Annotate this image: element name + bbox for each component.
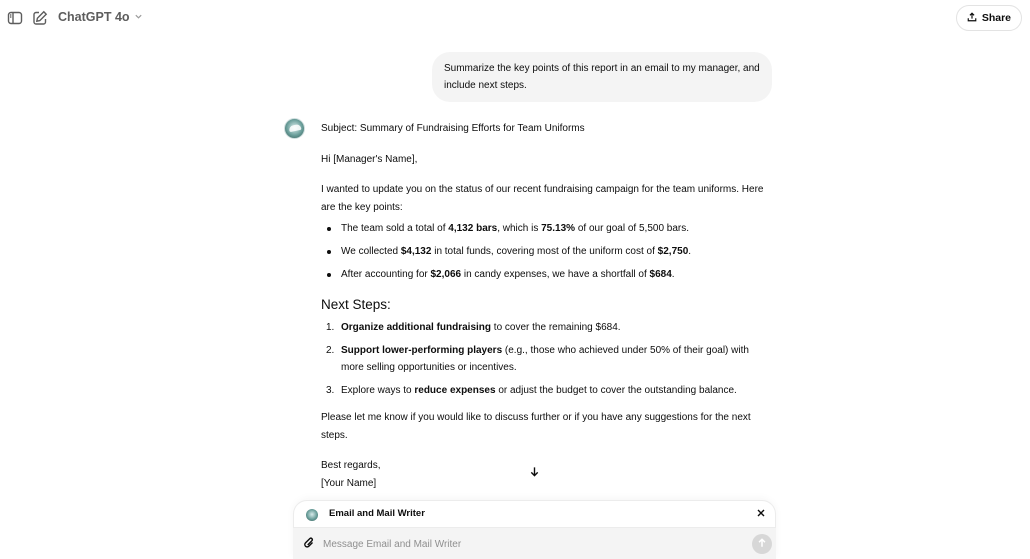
next-steps-heading: Next Steps: bbox=[321, 296, 391, 312]
send-button[interactable] bbox=[752, 534, 772, 554]
email-signoff: Best regards, bbox=[321, 460, 381, 471]
next-steps-list bbox=[321, 319, 769, 399]
assistant-reply bbox=[321, 120, 769, 492]
message-input[interactable] bbox=[323, 535, 743, 553]
user-message-bubble: Summarize the key points of this report in an email to my manager, and include next steps. bbox=[432, 52, 772, 102]
gpt-avatar bbox=[306, 509, 318, 521]
model-selector[interactable] bbox=[58, 10, 143, 24]
close-icon[interactable] bbox=[756, 507, 766, 521]
active-gpt-strip bbox=[293, 500, 776, 528]
email-closing-note: Please let me know if you would like to discuss further or if you have any suggestions for the next steps. bbox=[321, 412, 751, 441]
share-label: Share bbox=[981, 12, 1011, 24]
email-subject: Subject: Summary of Fundraising Efforts for Team Uniforms bbox=[321, 123, 585, 134]
key-points-list bbox=[321, 220, 769, 284]
email-intro: I wanted to update you on the status of our recent fundraising campaign for the team uniforms. Here are the key points: bbox=[321, 184, 764, 213]
message-composer bbox=[293, 500, 776, 559]
gpt-name: Email and Mail Writer bbox=[329, 508, 425, 519]
email-signature: [Your Name] bbox=[321, 477, 377, 489]
list-item: 3. Explore ways to reduce expenses or adjust the budget to cover the outstanding balance. bbox=[326, 384, 737, 396]
top-bar bbox=[0, 0, 1030, 36]
chevron-down-icon bbox=[134, 12, 143, 23]
arrow-up-icon bbox=[757, 538, 767, 551]
scroll-down-button[interactable] bbox=[522, 461, 546, 485]
model-name: ChatGPT 4o bbox=[58, 10, 130, 24]
share-icon bbox=[967, 12, 977, 25]
assistant-avatar bbox=[284, 118, 305, 139]
list-item: We collected $4,132 in total funds, covering most of the uniform cost of $2,750. bbox=[321, 243, 769, 261]
email-greeting: Hi [Manager's Name], bbox=[321, 153, 418, 165]
list-item: After accounting for $2,066 in candy expenses, we have a shortfall of $684. bbox=[321, 266, 769, 284]
sidebar-toggle-icon[interactable] bbox=[6, 9, 24, 27]
arrow-down-icon bbox=[529, 466, 540, 480]
list-item: 1. Organize additional fundraising to cover the remaining $684. bbox=[326, 322, 621, 333]
list-item: 2. Support lower-performing players (e.g., those who achieved under 50% of their goal) with more selling opportunities or incentives. bbox=[326, 344, 749, 373]
paperclip-icon[interactable] bbox=[303, 536, 315, 553]
new-chat-icon[interactable] bbox=[31, 9, 49, 27]
list-item: The team sold a total of 4,132 bars, which is 75.13% of our goal of 5,500 bars. bbox=[321, 220, 769, 238]
share-button[interactable] bbox=[956, 5, 1022, 31]
